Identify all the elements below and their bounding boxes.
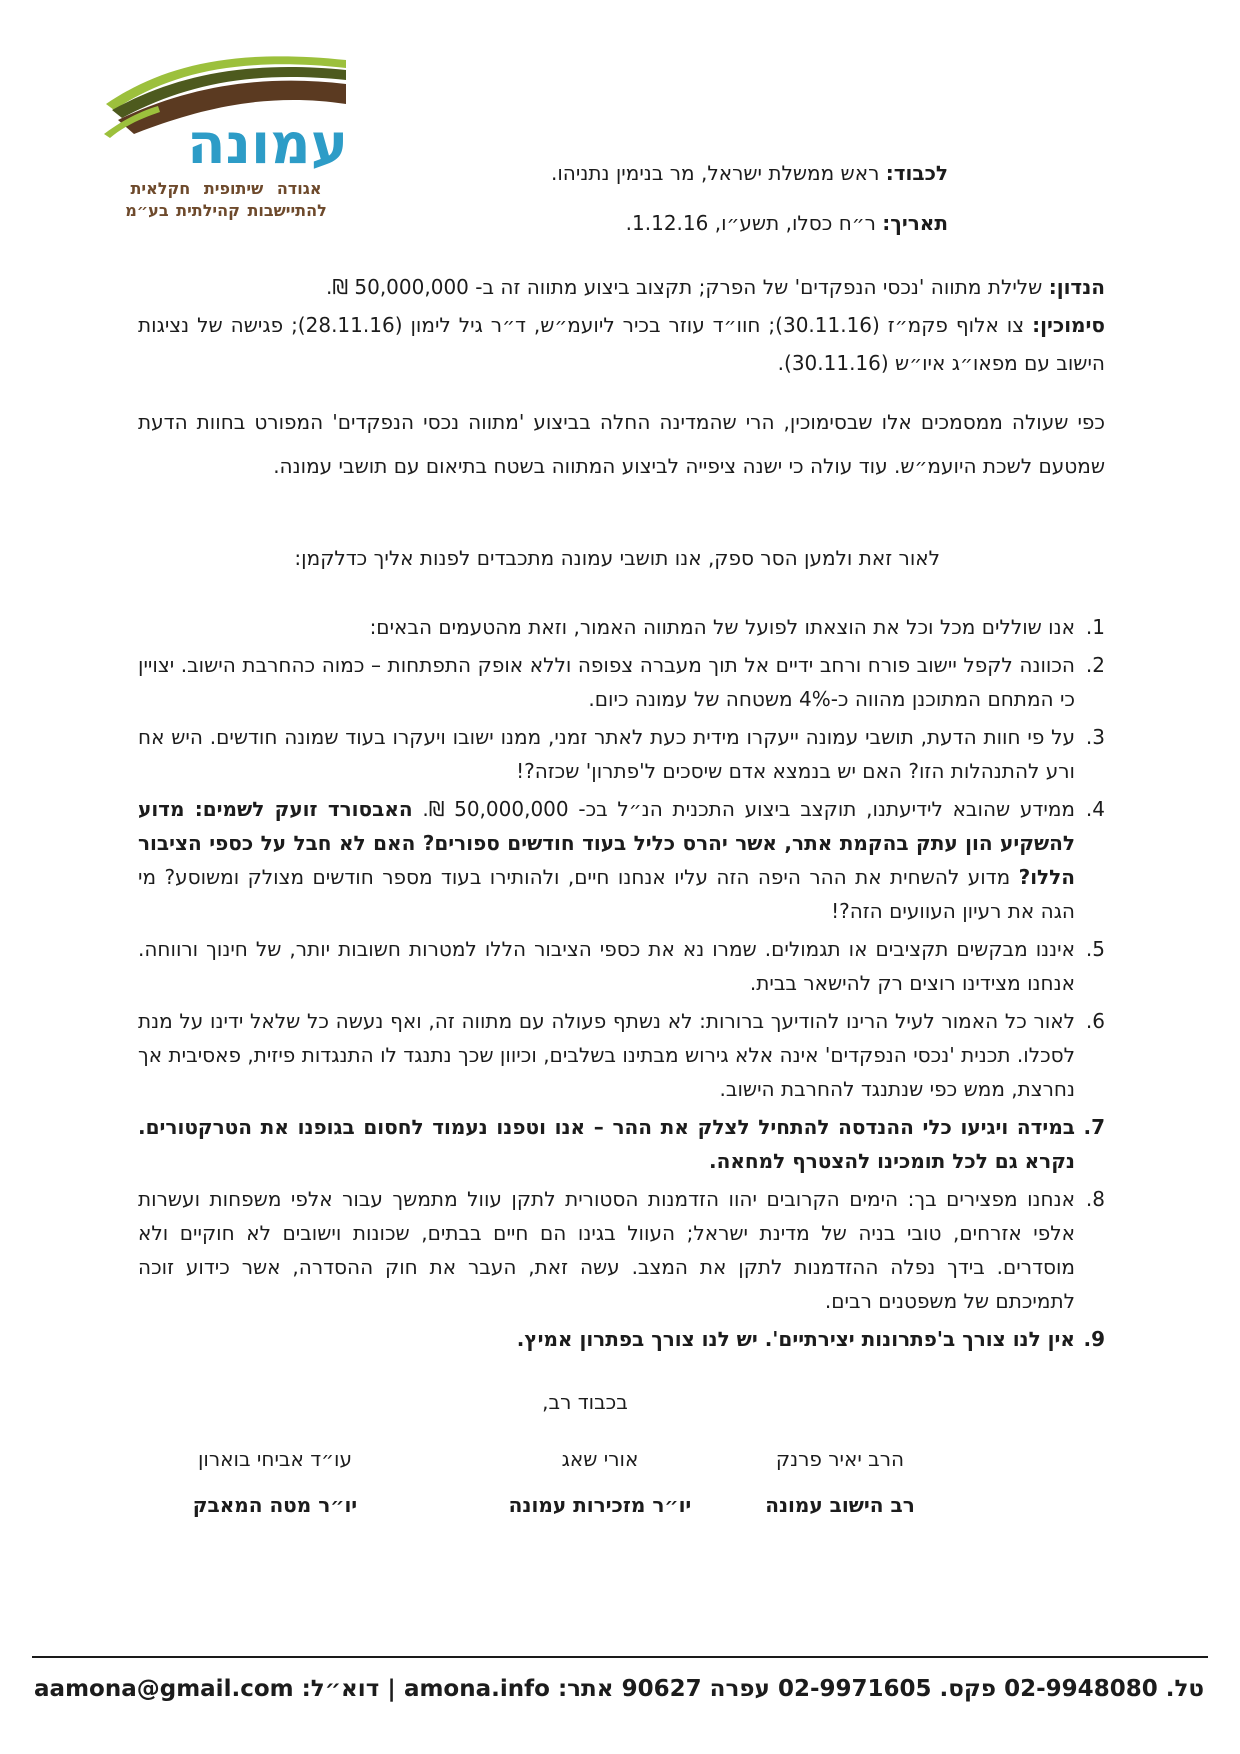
footer-phone-label: טל. [1165,1676,1204,1702]
list-item-5-number: 5. [1085,937,1105,961]
numbered-list [138,610,1105,1360]
footer-email-label: דוא״ל: [301,1676,380,1702]
signature-secretariat-chair-title: יו״ר מזכירות עמונה [508,1493,692,1517]
list-item-7 [138,1110,1105,1178]
subject-value: שלילת מתווה 'נכסי הנפקדים' של הפרק; תקצוב ביצוע מתווה זה ב- 50,000,000 ₪. [325,275,1043,299]
list-item-1 [138,610,1105,644]
subject-line [138,268,1105,306]
list-item-4-text-pre: ממידע שהובא לידיעתנו, תוקצב ביצוע התכנית הנ״ל בכ- 50,000,000 ₪. [412,797,1075,821]
signature-struggle-hq-chair-name: עו״ד אביחי בוארון [197,1447,352,1471]
lead-in-line: לאור זאת ולמען הסר ספק, אנו תושבי עמונה מתכבדים לפנות אליך כדלקמן: [294,546,940,570]
list-item-5-text: איננו מבקשים תקציבים או תגמולים. שמרו נא את כספי הציבור הללו למטרות חשובות יותר, של חינוך ורווחה. אנחנו מצידינו רוצים רק להישאר בבית. [138,937,1075,995]
footer-contact-line [34,1676,1204,1702]
footer-website-label: אתר: [557,1676,614,1702]
list-item-8 [138,1182,1105,1318]
addressee-block [551,148,948,248]
list-item-1-text: אנו שוללים מכל וכל את הוצאתו לפועל של המתווה האמור, וזאת מהטעמים הבאים: [369,615,1075,639]
footer-fax-number: 02-9971605 [777,1676,932,1702]
list-item-9-number: 9. [1083,1327,1105,1351]
list-item-9-text: אין לנו צורך ב'פתרונות יצירתיים'. יש לנו צורך בפתרון אמיץ. [516,1327,1075,1351]
footer-city: עפרה [709,1676,770,1702]
signature-rabbi [745,1446,935,1518]
to-value: ראש ממשלת ישראל, מר בנימין נתניהו. [550,161,880,185]
list-item-7-text: במידה ויגיעו כלי ההנדסה להתחיל לצלק את ההר – אנו וטפנו נעמוד לחסום בגופנו את הטרקטורים. נקרא גם לכל תומכינו להצטרף למחאה. [138,1115,1075,1173]
footer-website [404,1676,614,1702]
closing-salutation: בכבוד רב, [542,1390,628,1414]
subject-references-block [138,268,1105,382]
footer-email [34,1676,379,1702]
list-item-1-number: 1. [1085,615,1105,639]
list-item-4 [138,792,1105,928]
references-value: צו אלוף פקמ״ז (30.11.16); חוו״ד עוזר בכיר ליועמ״ש, ד״ר גיל לימון (28.11.16); פגישה של נציגות הישוב עם מפאו״ג איו״ש (30.11.16). [138,313,1105,375]
list-item-2 [138,648,1105,716]
date-line [551,198,948,248]
list-item-2-number: 2. [1085,653,1105,677]
logo-subtitle-line2: להתיישבות קהילתית בע״מ [125,200,327,220]
addressee-line [551,148,948,198]
footer-email-address: aamona@gmail.com [34,1676,294,1702]
list-item-4-text-bold: האבסורד זועק לשמים: מדוע להשקיע הון עתק בהקמת אתר, אשר יהרס כליל בעוד חודשים ספורים? האם לא חבל על כספי הציבור הללו? [138,797,1075,889]
list-item-3 [138,720,1105,788]
list-item-9 [138,1322,1105,1356]
footer-address [622,1676,770,1702]
list-item-4-number: 4. [1085,797,1105,821]
signature-rabbi-title: רב הישוב עמונה [765,1493,915,1517]
signature-struggle-hq-chair-title: יו״ר מטה המאבק [192,1493,358,1517]
list-item-3-number: 3. [1085,725,1105,749]
list-item-6 [138,1004,1105,1106]
footer-phone [1004,1676,1204,1702]
amona-logo [104,46,348,220]
footer-fax-label: פקס. [939,1676,996,1702]
references-line [138,306,1105,382]
signature-secretariat-chair-name: אורי שאג [561,1447,639,1471]
to-label: לכבוד: [885,161,948,185]
footer-separator: | [387,1676,396,1702]
footer-fax [778,1676,996,1702]
references-label: סימוכין: [1032,313,1106,337]
list-item-3-text: על פי חוות הדעת, תושבי עמונה ייעקרו מידית כעת לאתר זמני, ממנו ישובו ויעקרו בעוד שמונה חודשים. היש אח ורע להתנהלות הזו? האם יש בנמצא אדם שיסכים ל'פתרון' שכזה?! [138,725,1075,783]
list-item-7-number: 7. [1083,1115,1105,1139]
list-item-4-text-post: מדוע להשחית את ההר היפה הזה עליו אנחנו חיים, ולהותירו בעוד מספר חודשים מצולק ומשוסע? מי הגה את רעיון העוועים הזה?! [138,865,1075,923]
signature-secretariat-chair [505,1446,695,1518]
logo-subtitle-line1: אגודה שיתופית חקלאית [130,178,322,198]
signature-struggle-hq-chair [165,1446,385,1518]
footer-website-url: amona.info [403,1676,550,1702]
list-item-4-text [138,792,1075,928]
signature-rabbi-name: הרב יאיר פרנק [775,1447,905,1471]
footer-divider [32,1656,1208,1658]
intro-paragraph: כפי שעולה ממסמכים אלו שבסימוכין, הרי שהמדינה החלה בביצוע 'מתווה נכסי הנפקדים' המפורט בחוות הדעת שמטעם לשכת היועמ״ש. עוד עולה כי ישנה ציפייה לביצוע המתווה בשטח בתיאום עם תושבי עמונה. [138,410,1105,478]
date-label: תאריך: [882,211,948,235]
list-item-8-text: אנחנו מפצירים בך: הימים הקרובים יהוו הזדמנות הסטורית לתקן עוול מתמשך עבור אלפי משפחות ועשרות אלפי אזרחים, טובי בניה של מדינת ישראל; העוול בגינו הם חיים בבתים, שכונות וישובים לא חוקיים ולא מוסדרים. בידך נפלה ההזדמנות לתקן את המצב. עשה זאת, העבר את חוק ההסדרה, אשר כידוע זוכה לתמיכתם של משפטנים רבים. [138,1187,1075,1313]
list-item-2-text: הכוונה לקפל יישוב פורח ורחב ידיים אל תוך מעברה צפופה וללא אופק התפתחות – כמוה כהחרבת הישוב. יצויין כי המתחם המתוכנן מהווה כ-4% משטחה של עמונה כיום. [138,653,1075,711]
list-item-6-number: 6. [1085,1009,1105,1033]
date-value: ר״ח כסלו, תשע״ו, 1.12.16. [625,211,876,235]
list-item-8-number: 8. [1085,1187,1105,1211]
footer-phone-number: 02-9948080 [1004,1676,1158,1702]
list-item-5 [138,932,1105,1000]
logo-brand-text: עמונה [187,112,348,177]
list-item-6-text: לאור כל האמור לעיל הרינו להודיעך ברורות: לא נשתף פעולה עם מתווה זה, ואף נעשה כל שלאל ידינו על מנת לסכלו. תכנית 'נכסי הנפקדים' אינה אלא גירוש מבתינו בשלבים, וכיוון שכך נתנגד לו התנגדות פיזית, פאסיבית אך נחרצת, ממש כפי שנתנגד להחרבת הישוב. [138,1009,1075,1101]
footer-zip: 90627 [621,1676,702,1702]
subject-label: הנדון: [1048,275,1105,299]
